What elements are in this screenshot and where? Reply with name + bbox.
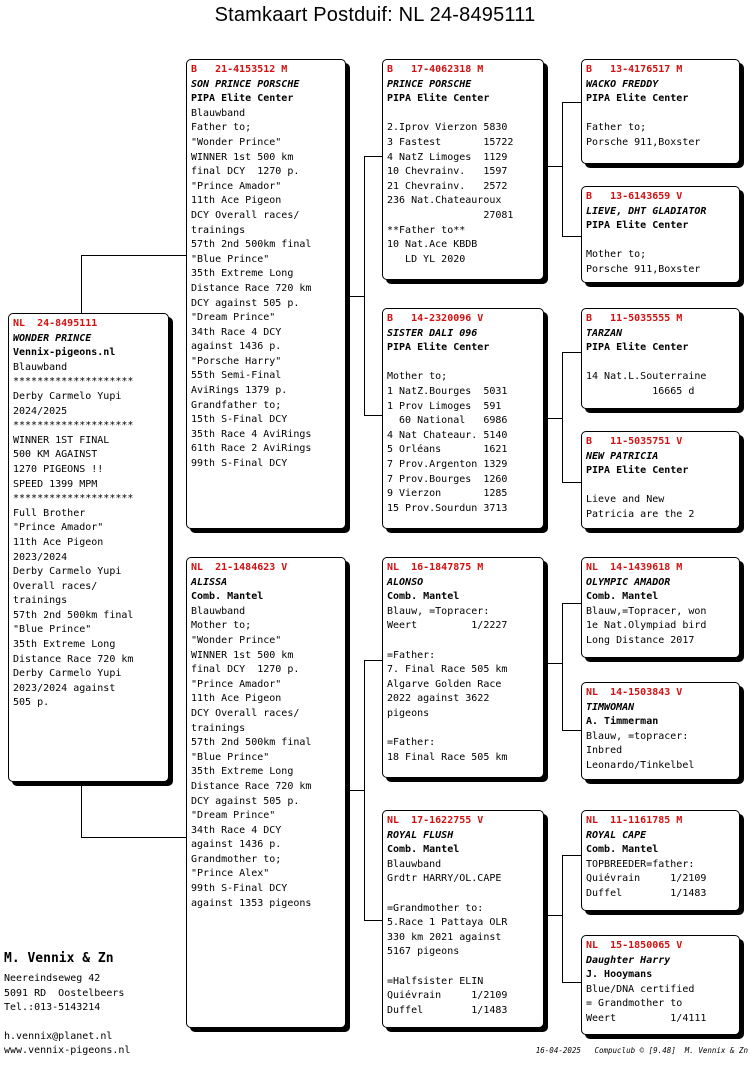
connector-line — [562, 102, 581, 103]
connector-line — [562, 102, 563, 237]
pigeon-owner: Comb. Mantel — [191, 591, 264, 603]
pigeon-owner: A. Timmerman — [586, 716, 659, 728]
connector-line — [346, 790, 364, 791]
pigeon-owner: PIPA Elite Center — [586, 465, 689, 477]
pigeon-owner: PIPA Elite Center — [387, 342, 490, 354]
breeder-email: h.vennix@planet.nl — [4, 1030, 113, 1042]
pigeon-details: Lieve and New Patricia are the 2 — [586, 494, 695, 520]
subject-pigeon-card — [8, 313, 169, 782]
pigeon-details: Blue/DNA certified = Grandmother to Weert 1/4111 — [586, 983, 707, 1024]
ring-number: NL 21-1484623 V — [191, 562, 288, 573]
mother-card — [186, 557, 346, 1028]
pigeon-owner: PIPA Elite Center — [191, 93, 294, 105]
breeder-website: www.vennix-pigeons.nl — [4, 1045, 131, 1057]
connector-line — [364, 415, 382, 416]
pigeon-name: WACKO FREDDY — [586, 78, 659, 90]
pigeon-name: ALISSA — [191, 576, 228, 588]
pigeon-owner: Comb. Mantel — [387, 844, 460, 856]
connector-line — [346, 296, 364, 297]
connector-line — [544, 915, 562, 916]
connector-line — [544, 166, 562, 167]
ring-number: NL 14-1503843 V — [586, 687, 683, 698]
pigeon-details: Mother to; Porsche 911,Boxster — [586, 249, 701, 275]
pigeon-details: TOPBREEDER=father: Quiévrain 1/2109 Duffel 1/1483 — [586, 858, 707, 899]
great-grandparent-card — [581, 682, 740, 780]
pigeon-name: SISTER DALI 096 — [387, 327, 478, 339]
connector-line — [544, 418, 562, 419]
connector-line — [562, 982, 581, 983]
breeder-name: M. Vennix & Zn — [4, 951, 114, 966]
pigeon-owner: PIPA Elite Center — [586, 342, 689, 354]
breeder-street: Neereindseweg 42 — [4, 973, 101, 984]
ring-number: B 17-4062318 M — [387, 64, 484, 75]
pigeon-details: Mother to; 1 NatZ.Bourges 5031 1 Prov Limoges 591 60 National 6986 4 Nat Chateaur. 5140 5 Orléans 1621 7 Prov.Argenton 1329 7 Prov.Bourges 1260 9 Vierzon 1285 15 Prov.Sourdun 3713 — [387, 371, 508, 514]
maternal-grandmother-card — [382, 810, 544, 1028]
pigeon-owner: Comb. Mantel — [586, 591, 659, 603]
pigeon-details: Blauw, =Topracer: Weert 1/2227 =Father: 7. Final Race 505 km Algarve Golden Race 2022 against 3622 pigeons =Father: 18 Final Race 505 km — [387, 605, 508, 763]
connector-line — [81, 255, 82, 313]
maternal-grandfather-card — [382, 557, 544, 778]
pigeon-details: Blauwband Mother to; "Wonder Prince" WINNER 1st 500 km final DCY 1270 p. "Prince Amador" 11th Ace Pigeon DCY Overall races/ trainings 57th 2nd 500km final "Blue Prince" 35th Extreme Long Distance Race 720 km DCY against 505 p. "Dream Prince" 34th Race 4 DCY against 1436 p. Grandmother to; "Prince Alex" 99th S-Final DCY against 1353 pigeons — [191, 605, 312, 909]
ring-number: NL 11-1161785 M — [586, 815, 683, 826]
pigeon-name: LIEVE, DHT GLADIATOR — [586, 205, 707, 217]
connector-line — [81, 837, 187, 838]
connector-line — [364, 660, 382, 661]
pigeon-details: Father to; Porsche 911,Boxster — [586, 122, 701, 148]
connector-line — [562, 603, 581, 604]
spacer — [4, 1016, 130, 1030]
ring-number: B 13-6143659 V — [586, 191, 683, 202]
ring-number: NL 24-8495111 — [13, 318, 98, 329]
connector-line — [364, 920, 382, 921]
ring-number: NL 15-1850065 V — [586, 940, 683, 951]
pigeon-details: 2.Iprov Vierzon 5830 3 Fastest 15722 4 NatZ Limoges 1129 10 Chevrainv. 1597 21 Chevrainv. 2572 236 Nat.Chateauroux 27081 **Father to** 10 Nat.Ace KBDB LD YL 2020 — [387, 122, 514, 265]
great-grandparent-card — [581, 186, 740, 283]
connector-line — [562, 855, 563, 983]
connector-line — [562, 236, 581, 237]
connector-line — [562, 352, 563, 483]
connector-line — [364, 660, 365, 921]
great-grandparent-card — [581, 59, 740, 164]
pigeon-name: WONDER PRINCE — [13, 332, 92, 344]
pigeon-owner: Comb. Mantel — [586, 844, 659, 856]
pigeon-details: 14 Nat.L.Souterraine 16665 d — [586, 371, 707, 397]
pigeon-details: Blauwband ******************** Derby Carmelo Yupi 2024/2025 ******************** WINNER 1ST FINAL 500 KM AGAINST 1270 PIGEONS !! SPEED 1399 MPM ******************** Full Brother "Prince Amador" 11th Ace Pigeon 2023/2024 Derby Carmelo Yupi Overall races/ trainings 57th 2nd 500km final "Blue Prince" 35th Extreme Long Distance Race 720 km Derby Carmelo Yupi 2023/2024 against 505 p. — [13, 361, 134, 709]
breeder-info — [4, 950, 130, 1059]
pigeon-owner: PIPA Elite Center — [586, 220, 689, 232]
page-title: Stamkaart Postduif: NL 24-8495111 — [214, 4, 536, 26]
paternal-grandfather-card — [382, 59, 544, 280]
ring-number: B 21-4153512 M — [191, 64, 288, 75]
pigeon-details: Blauwband Father to; "Wonder Prince" WINNER 1st 500 km final DCY 1270 p. "Prince Amador" 11th Ace Pigeon DCY Overall races/ trainings 57th 2nd 500km final "Blue Prince" 35th Extreme Long Distance Race 720 km DCY against 505 p. "Dream Prince" 34th Race 4 DCY against 1436 p. "Porsche Harry" 55th Semi-Final AviRings 1379 p. Grandfather to; 15th S-Final DCY 35th Race 4 AviRings 61th Race 2 AviRings 99th S-Final DCY — [191, 107, 312, 470]
pigeon-name: ALONSO — [387, 576, 424, 588]
ring-number: NL 14-1439618 M — [586, 562, 683, 573]
pigeon-name: ROYAL FLUSH — [387, 829, 454, 841]
ring-number: NL 16-1847875 M — [387, 562, 484, 573]
connector-line — [562, 352, 581, 353]
great-grandparent-card — [581, 810, 740, 911]
pigeon-name: SON PRINCE PORSCHE — [191, 78, 300, 90]
connector-line — [544, 663, 562, 664]
pigeon-name: OLYMPIC AMADOR — [586, 576, 671, 588]
connector-line — [81, 782, 82, 838]
father-card — [186, 59, 346, 529]
breeder-city: 5091 RD Oostelbeers — [4, 987, 125, 999]
great-grandparent-card — [581, 431, 740, 529]
pigeon-owner: Comb. Mantel — [387, 591, 460, 603]
pigeon-owner: J. Hooymans — [586, 969, 653, 981]
connector-line — [562, 855, 581, 856]
great-grandparent-card — [581, 935, 740, 1035]
ring-number: B 11-5035555 M — [586, 313, 683, 324]
pigeon-details: Blauwband Grdtr HARRY/OL.CAPE =Grandmother to: 5.Race 1 Pattaya OLR 330 km 2021 against 5167 pigeons =Halfsister ELIN Quiévrain 1/2109 Duffel 1/1483 — [387, 858, 508, 1016]
pigeon-name: Daughter Harry — [586, 954, 671, 966]
pigeon-owner: Vennix-pigeons.nl — [13, 347, 116, 359]
ring-number: NL 17-1622755 V — [387, 815, 484, 826]
pigeon-owner: PIPA Elite Center — [387, 93, 490, 105]
great-grandparent-card — [581, 308, 740, 409]
pigeon-name: NEW PATRICIA — [586, 450, 659, 462]
pigeon-owner: PIPA Elite Center — [586, 93, 689, 105]
ring-number: B 13-4176517 M — [586, 64, 683, 75]
connector-line — [562, 603, 563, 731]
great-grandparent-card — [581, 557, 740, 658]
connector-line — [364, 156, 382, 157]
breeder-phone: Tel.:013-5143214 — [4, 1002, 101, 1014]
connector-line — [364, 156, 365, 416]
ring-number: B 14-2320096 V — [387, 313, 484, 324]
ring-number: B 11-5035751 V — [586, 436, 683, 447]
pigeon-name: TARZAN — [586, 327, 623, 339]
connector-line — [562, 482, 581, 483]
footer-credit: 16-04-2025 Compuclub © [9.48] M. Vennix & Zn — [535, 1046, 748, 1055]
connector-line — [562, 730, 581, 731]
pigeon-name: TIMWOMAN — [586, 701, 635, 713]
paternal-grandmother-card — [382, 308, 544, 529]
pigeon-details: Blauw, =topracer: Inbred Leonardo/Tinkelbel — [586, 730, 695, 771]
pigeon-details: Blauw,=Topracer, won 1e Nat.Olympiad bird Long Distance 2017 — [586, 605, 707, 646]
pigeon-name: PRINCE PORSCHE — [387, 78, 472, 90]
connector-line — [81, 255, 187, 256]
pigeon-name: ROYAL CAPE — [586, 829, 647, 841]
